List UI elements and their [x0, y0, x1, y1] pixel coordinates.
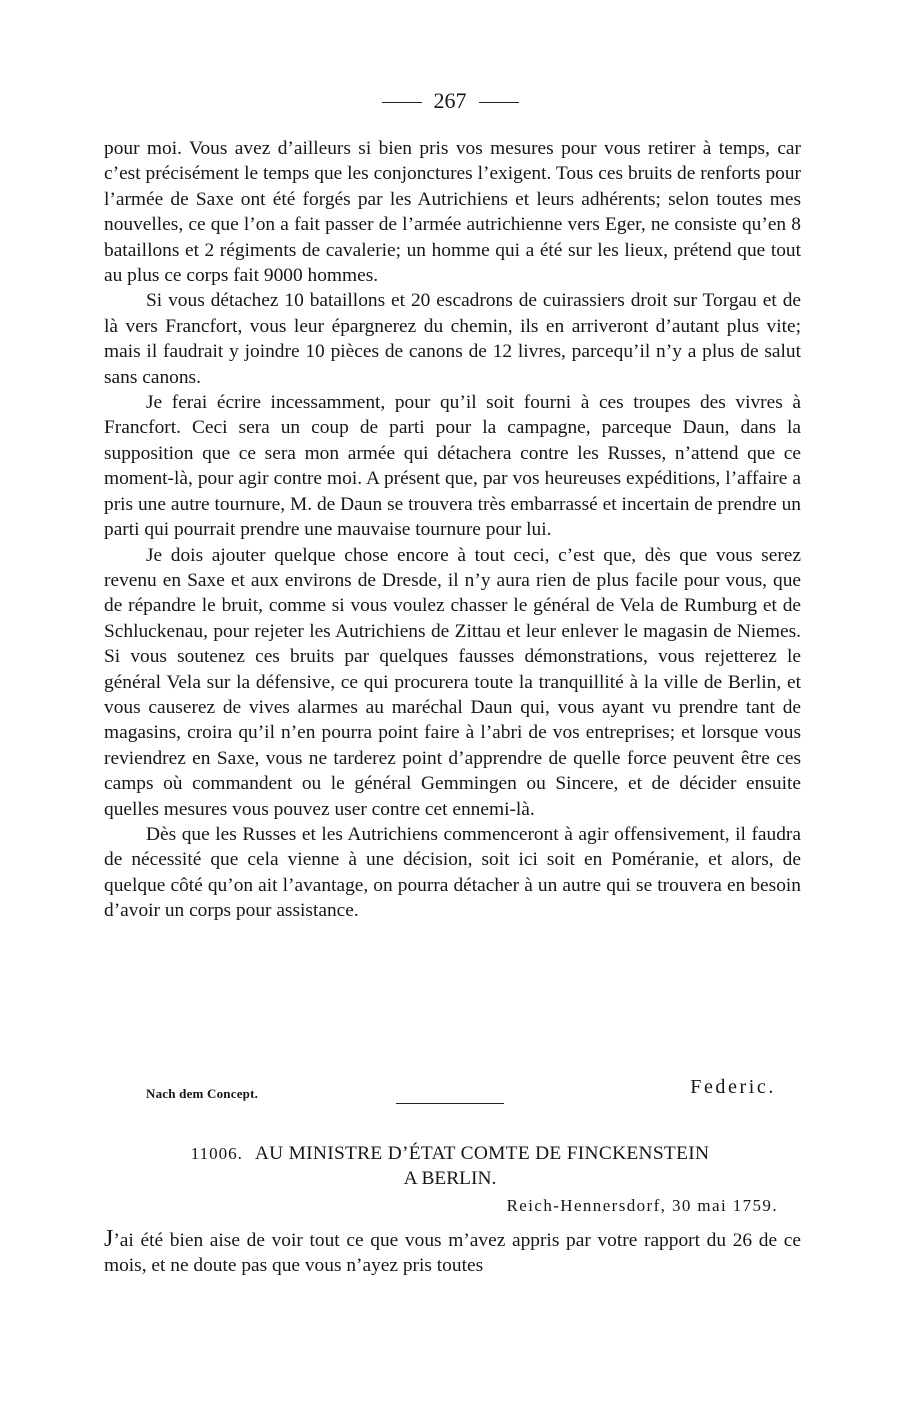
section-divider: [396, 1103, 504, 1104]
opening-initial: J: [104, 1226, 114, 1252]
paragraph-supplies: Je ferai écrire incessamment, pour qu’il soit fourni à ces troupes des vivres à Francfort. Ceci sera un coup de parti pour la campagne, parceque Daun, dans la supposition que ce sera mon armée qui détachera contre les Russes, n’attend que ce moment-là, pour agir contre moi. A présent que, par vos heureuses expéditions, l’affaire a pris une autre tournure, M. de Daun se trouvera très embarrassé et incertain de prendre un parti qui pourrait prendre une mauvaise tournure pour lui.: [104, 392, 801, 541]
header-left-rule: [382, 102, 422, 103]
opening-text: ’ai été bien aise de voir tout ce que vous m’avez appris par votre rapport du 26 de ce mois, et ne doute pas que vous n’ayez pris toutes: [104, 1230, 801, 1277]
paragraph-rumour: Je dois ajouter quelque chose encore à tout ceci, c’est que, dès que vous serez revenu en Saxe et aux environs de Dresde, il n’y aura rien de plus facile pour vous, que de répandre le bruit, comme si vous voulez chasser le général de Vela de Rumburg et de Schluckenau, pour rejeter les Autrichiens de Zittau et leur enlever le magasin de Niemes. Si vous soutenez ces bruits par quelques fausses démonstrations, vous rejetterez le général Vela sur la défensive, ce qui procurera toute la tranquillité à la ville de Berlin, et vous causerez de vives alarmes au maréchal Daun qui, vous ayant vu prendre tant de magasins, croira qu’il n’en pourra point faire à l’abri de vos entreprises; et lorsque vous reviendrez en Saxe, vous ne tarderez point d’apprendre de quelle force peuvent être ces camps où commandent ou le général Gemmingen ou Sincere, et de décider ensuite quelles mesures vous pouvez user contre cet ennemi-là.: [104, 544, 801, 820]
paragraph-continuation: pour moi. Vous avez d’ailleurs si bien pris vos mesures pour vous retirer à temps, car c’est précisément le temps que les conjonctures l’exigent. Tous ces bruits de renforts pour l’armée de Saxe ont été forgés par les Autrichiens et leurs adhérents; selon toutes mes nouvelles, ce que l’on a fait passer de l’armée autrichienne vers Eger, ne consiste qu’en 8 bataillons et 2 régiments de cavalerie; un homme qui a été sur les lieux, prétend que tout au plus ce corps fait 9000 hommes.: [104, 138, 801, 287]
dateline: Reich-Hennersdorf, 30 mai 1759.: [506, 1196, 778, 1215]
letter-body: [104, 136, 801, 924]
heading-line-1: [118, 1141, 782, 1166]
next-letter-body: [104, 1227, 801, 1279]
paragraph-offensive: Dès que les Russes et les Autrichiens commenceront à agir offensivement, il faudra de nécessité que cela vienne à une décision, soit ici soit en Poméranie, et alors, de quelque côté qu’on ait l’avantage, on pourra détacher à un autre qui se trouvera en besoin d’avoir un corps pour assistance.: [104, 823, 801, 922]
document-heading: [118, 1141, 782, 1191]
paragraph-opening: [104, 1227, 801, 1279]
running-header: [0, 86, 900, 116]
document-title: AU MINISTRE D’ÉTAT COMTE DE FINCKENSTEIN: [254, 1143, 710, 1164]
header-right-rule: [479, 102, 519, 103]
document-number: 11006.: [190, 1144, 243, 1163]
source-note: Nach dem Concept.: [146, 1086, 259, 1101]
heading-line-2: A BERLIN.: [403, 1168, 497, 1189]
page-number: 267: [433, 88, 467, 113]
paragraph-detachment: Si vous détachez 10 bataillons et 20 escadrons de cuirassiers droit sur Torgau et de là vers Francfort, vous leur épargnerez du chemin, ils en arriveront d’autant plus vite; mais il faudrait y joindre 10 pièces de canons de 12 livres, parcequ’il n’y a plus de salut sans canons.: [104, 290, 801, 388]
signature: Federic.: [690, 1076, 776, 1098]
